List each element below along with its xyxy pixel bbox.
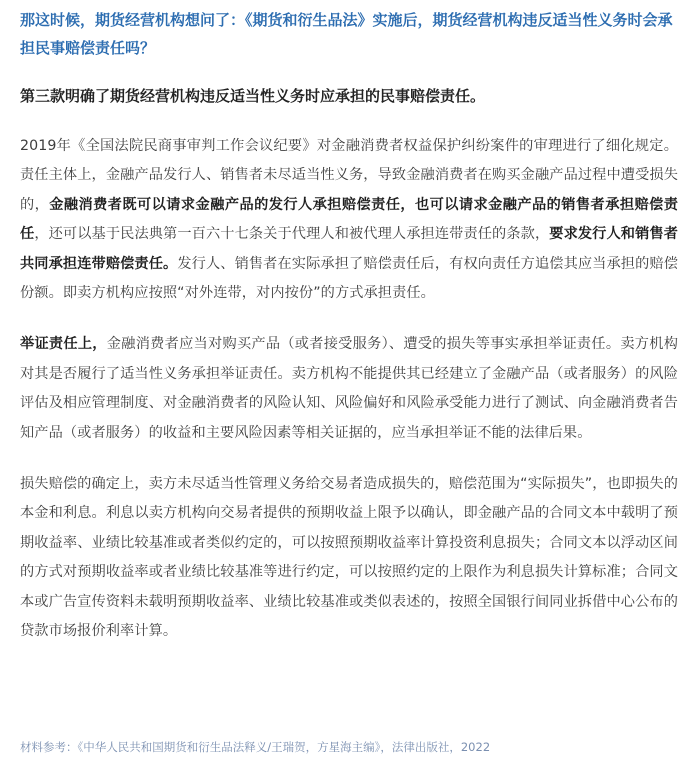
- paragraph-compensation: 损失赔偿的确定上，卖方未尽适当性管理义务给交易者造成损失的，赔偿范围为“实际损失”，也即损失的本金和利息。利息以卖方机构向交易者提供的预期收益上限予以确认，即金融产品的合同文本中载明了预期收益率、业绩比较基准或者类似约定的，可以按照预期收益率计算投资利息损失；合同文本以浮动区间的方式对预期收益率或者业绩比较基准等进行约定，可以按照约定的上限作为利息损失计算标准；合同文本或广告宣传资料未载明预期收益率、业绩比较基准或类似表述的，按照全国银行间同业拆借中心公布的贷款市场报价利率计算。: [20, 476, 678, 640]
- paragraph1-bold-1: 金融消费者既可以请求金融产品的发行人承担赔偿责任，也可以请求金融产品的销售者承担赔偿责任: [20, 196, 678, 243]
- paragraph1-bold-2: 要求发行人和销售者共同承担连带赔偿责任。: [20, 226, 678, 272]
- paragraph1-text-2: ，还可以基于民法典第一百六十七条关于代理人和被代理人承担连带责任的条款，: [34, 226, 550, 243]
- answer-heading: 第三款明确了期货经营机构违反适当性义务时应承担的民事赔偿责任。: [20, 87, 486, 105]
- paragraph-liability-subjects: [20, 132, 678, 308]
- question-heading: 那这时候，期货经营机构想问了：《期货和衍生品法》实施后，期货经营机构违反适当性义务时会承担民事赔偿责任吗？: [20, 11, 673, 57]
- paragraph1-text-1: 2019年《全国法院民商事审判工作会议纪要》对金融消费者权益保护纠纷案件的审理进行了细化规定。责任主体上，金融产品发行人、销售者未尽适当性义务，导致金融消费者在购买金融产品过程中遭受损失的，: [20, 138, 678, 213]
- paragraph2-bold: 举证责任上，: [20, 336, 107, 353]
- source-reference: 材料参考：《中华人民共和国期货和衍生品法释义/王瑞贺，方星海主编》，法律出版社，2022: [20, 740, 491, 754]
- paragraph-burden-of-proof: [20, 330, 678, 448]
- paragraph2-text: 金融消费者应当对购买产品（或者接受服务）、遭受的损失等事实承担举证责任。卖方机构对其是否履行了适当性义务承担举证责任。卖方机构不能提供其已经建立了金融产品（或者服务）的风险评估及相应管理制度、对金融消费者的风险认知、风险偏好和风险承受能力进行了测试、向金融消费者告知产品（或者服务）的收益和主要风险因素等相关证据的，应当承担举证不能的法律后果。: [20, 336, 678, 441]
- paragraph1-text-3: 发行人、销售者在实际承担了赔偿责任后，有权向责任方追偿其应当承担的赔偿份额。即卖方机构应按照“对外连带，对内按份”的方式承担责任。: [20, 255, 678, 302]
